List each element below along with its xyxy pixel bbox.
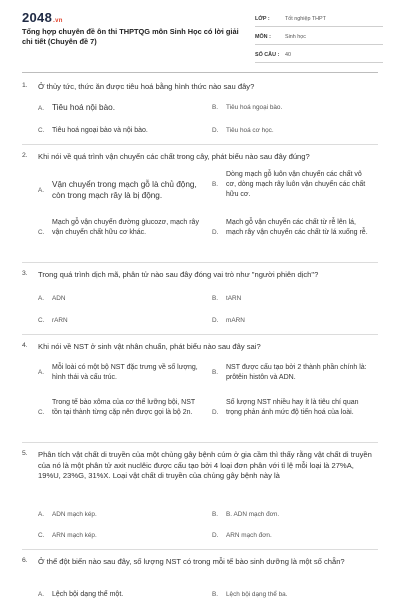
option-letter: A. — [38, 105, 45, 112]
header-divider — [22, 72, 378, 73]
document-meta — [255, 14, 383, 68]
option-letter: C. — [38, 127, 45, 134]
meta-row-count — [255, 50, 383, 63]
meta-value: Tốt nghiệp THPT — [285, 16, 326, 22]
question-number: 6. — [22, 557, 28, 564]
meta-row-class — [255, 14, 383, 27]
question-4 — [22, 342, 378, 442]
option-letter: D. — [212, 532, 219, 539]
meta-label: LỚP : — [255, 16, 270, 22]
question-number: 3. — [22, 270, 28, 277]
question-1 — [22, 82, 378, 142]
question-text: Ở thủy tức, thức ăn được tiêu hoá bằng hình thức nào sau đây? — [38, 82, 255, 91]
option-text: Tiêu hoá ngoại bào. — [226, 104, 283, 111]
option-text: Số lượng NST nhiều hay ít là tiêu chí quan trọng phản ánh mức độ tiến hoá của loài. — [226, 399, 359, 416]
meta-value: 40 — [285, 52, 291, 58]
question-text: Ở thể đột biến nào sau đây, số lượng NST có trong mỗi tế bào sinh dưỡng là một số chẵn? — [38, 557, 345, 566]
question-divider — [22, 549, 378, 550]
option-text: Tiêu hoá cơ học. — [226, 127, 274, 134]
option-text: Mạch gỗ vận chuyển các chất từ rễ lên lá, mạch rây vận chuyển các chất từ lá xuống rễ. — [226, 219, 368, 236]
option-letter: B. — [212, 181, 219, 188]
option-letter: C. — [38, 229, 45, 236]
option-text: B. ADN mạch đơn. — [226, 511, 280, 518]
option-text: mARN — [226, 317, 245, 324]
option-letter: B. — [212, 295, 219, 302]
option-letter: C. — [38, 409, 45, 416]
logo-text: 2048 — [22, 10, 53, 25]
option-letter: A. — [38, 187, 45, 194]
question-3 — [22, 270, 378, 332]
option-letter: B. — [212, 591, 219, 598]
question-6 — [22, 557, 378, 600]
option-letter: B. — [212, 104, 219, 111]
option-text: Lệch bội dạng thể ba. — [226, 591, 288, 598]
option-letter: C. — [38, 317, 45, 324]
document-title: Tổng hợp chuyên đề ôn thi THPTQG môn Sinh Học có lời giải chi tiết (Chuyên đề 7) — [22, 27, 239, 46]
option-text: Trong tế bào xôma của cơ thể lưỡng bội, NST tồn tại thành từng cặp nên được gọi là bộ 2n. — [52, 399, 196, 416]
meta-row-subject — [255, 32, 383, 45]
question-5 — [22, 450, 378, 550]
option-text: Vận chuyển trong mạch gỗ là chủ động, còn trong mạch rây là bị động. — [52, 180, 197, 200]
option-text: rARN — [52, 317, 68, 324]
option-letter: D. — [212, 229, 219, 236]
option-text: Tiêu hoá ngoại bào và nội bào. — [52, 127, 148, 134]
question-text: Phân tích vật chất di truyền của một chủng gây bệnh cúm ở gia cầm thì thấy rằng vật chất di truyền của nó là một phân tử axit nuclêic được cấu tạo bởi 4 loại đơn phân với tỉ lệ mỗi loại là 27%A, 19%U, 23%G, 31%X. Loại vật chất di truyền của chủng gây bệnh này là — [38, 450, 372, 480]
option-letter: A. — [38, 511, 45, 518]
option-text: ARN mạch kép. — [52, 532, 97, 539]
site-logo[interactable] — [22, 10, 63, 25]
option-letter: A. — [38, 295, 45, 302]
option-letter: D. — [212, 409, 219, 416]
question-divider — [22, 262, 378, 263]
option-letter: D. — [212, 317, 219, 324]
option-text: Lệch bội dạng thể một. — [52, 591, 124, 598]
document-header — [0, 0, 400, 66]
option-letter: B. — [212, 511, 219, 518]
question-2 — [22, 152, 378, 262]
question-number: 2. — [22, 152, 28, 159]
option-text: Tiêu hoá nội bào. — [52, 103, 115, 112]
question-number: 1. — [22, 82, 28, 89]
logo-suffix: .vn — [53, 18, 63, 24]
option-letter: D. — [212, 127, 219, 134]
option-text: Mỗi loài có một bộ NST đặc trưng về số lượng, hình thái và cấu trúc. — [52, 364, 198, 381]
option-letter: A. — [38, 369, 45, 376]
question-divider — [22, 442, 378, 443]
option-text: Dòng mạch gỗ luôn vận chuyển các chất vô cơ, dòng mạch rây luôn vận chuyển các chất hữu cơ. — [226, 171, 366, 198]
meta-value: Sinh học — [285, 34, 306, 40]
option-text: ADN mạch kép. — [52, 511, 97, 518]
option-letter: C. — [38, 532, 45, 539]
question-number: 5. — [22, 450, 28, 457]
option-text: ARN mạch đơn. — [226, 532, 272, 539]
meta-label: MÔN : — [255, 34, 271, 40]
option-text: ADN — [52, 295, 66, 302]
option-text: Mạch gỗ vận chuyển đường glucozơ, mạch rây vận chuyển chất hữu cơ khác. — [52, 219, 199, 236]
question-text: Trong quá trình dịch mã, phân tử nào sau đây đóng vai trò như "người phiên dịch"? — [38, 270, 319, 279]
question-number: 4. — [22, 342, 28, 349]
question-divider — [22, 334, 378, 335]
option-text: tARN — [226, 295, 242, 302]
option-text: NST được cấu tạo bởi 2 thành phần chính là: prôtêin histôn và ADN. — [226, 364, 367, 381]
option-letter: B. — [212, 369, 219, 376]
meta-label: SỐ CÂU : — [255, 52, 280, 58]
option-letter: A. — [38, 591, 45, 598]
question-text: Khi nói về quá trình vận chuyển các chất trong cây, phát biểu nào sau đây đúng? — [38, 152, 310, 161]
question-text: Khi nói về NST ở sinh vật nhân chuẩn, phát biểu nào sau đây sai? — [38, 342, 261, 351]
question-divider — [22, 144, 378, 145]
